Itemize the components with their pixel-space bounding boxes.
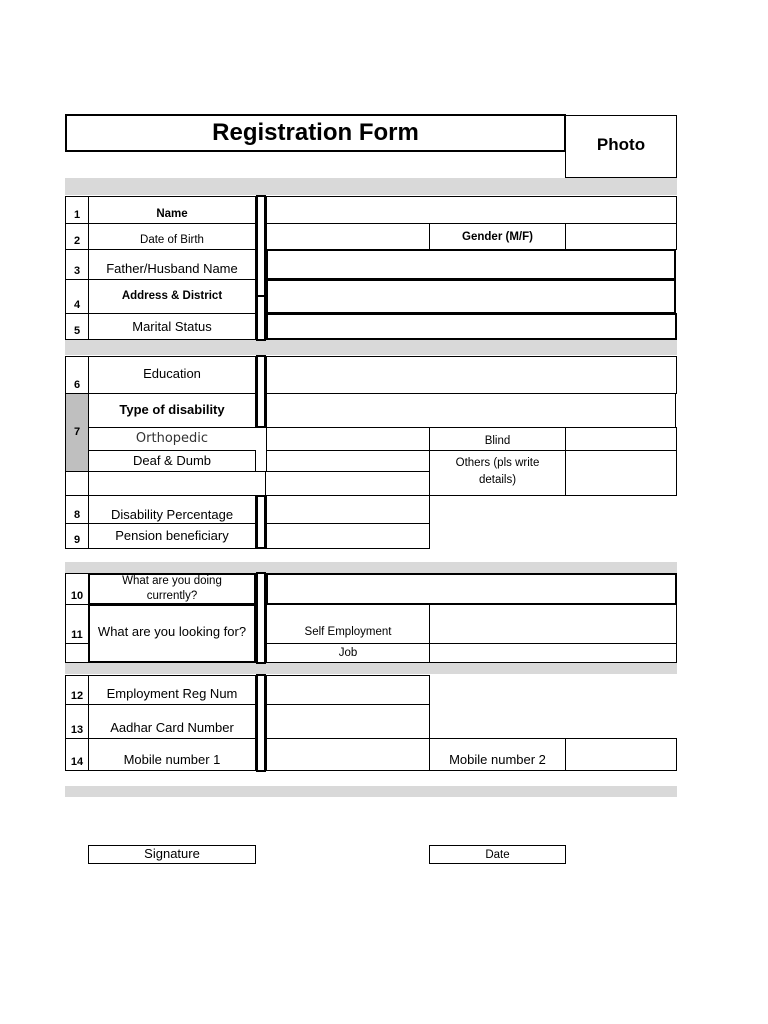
row-3-label: Father/Husband Name — [106, 260, 238, 276]
pension-beneficiary-field[interactable] — [266, 523, 430, 549]
divider-bar-2b — [256, 495, 266, 549]
row-2-number: 2 — [73, 235, 81, 247]
row-10-label: What are you doing currently? — [122, 575, 222, 602]
row-1-label: Name — [156, 208, 188, 220]
row-blank-label-cell — [88, 471, 266, 496]
gender-label: Gender (M/F) — [462, 230, 533, 243]
self-employment-label: Self Employment — [304, 626, 392, 638]
education-field[interactable] — [266, 356, 677, 394]
signature-label: Signature — [144, 846, 200, 861]
father-husband-name-field[interactable] — [266, 249, 676, 280]
row-8-number: 8 — [73, 509, 81, 521]
form-title: Registration Form — [212, 119, 419, 146]
row-5-number: 5 — [73, 325, 81, 337]
row-12-number: 12 — [70, 690, 84, 702]
mobile-number-1-field[interactable] — [266, 738, 430, 771]
row-14-label: Mobile number 1 — [123, 752, 221, 767]
orthopedic-field[interactable] — [266, 427, 430, 451]
row-9-label: Pension beneficiary — [115, 528, 229, 543]
row-2-label: Date of Birth — [140, 233, 204, 246]
date-label: Date — [485, 849, 510, 861]
orthopedic-label: Orthopedic — [135, 431, 209, 446]
separator-band-2 — [65, 340, 677, 355]
divider-notch-4 — [256, 295, 266, 297]
mobile-number-2-label: Mobile number 2 — [449, 752, 546, 767]
row-3-number: 3 — [73, 265, 81, 277]
row-4-label: Address & District — [121, 289, 223, 302]
doing-currently-field[interactable] — [266, 573, 677, 605]
row-9-number: 9 — [73, 534, 81, 546]
blind-label: Blind — [484, 435, 511, 447]
date-of-birth-field[interactable] — [266, 223, 430, 250]
row-11-label: What are you looking for? — [97, 624, 247, 639]
row-1-number: 1 — [73, 209, 81, 221]
row-13-label: Aadhar Card Number — [110, 720, 234, 735]
divider-bar-2a — [256, 355, 266, 428]
others-label: Others (pls write details) — [455, 457, 540, 486]
row-11b-number-cell — [65, 643, 89, 663]
row-7-number: 7 — [73, 426, 81, 438]
separator-band-3 — [65, 562, 677, 573]
self-employment-field[interactable] — [429, 604, 677, 644]
row-7-label: Type of disability — [119, 402, 225, 417]
row-6-number: 6 — [73, 379, 81, 391]
row-14-number: 14 — [70, 756, 84, 768]
gender-field[interactable] — [565, 223, 677, 250]
type-of-disability-field[interactable] — [266, 393, 676, 428]
row-12-label: Employment Reg Num — [106, 686, 238, 701]
name-field[interactable] — [266, 196, 677, 224]
row-4-number: 4 — [73, 299, 81, 311]
separator-band-4 — [65, 663, 677, 674]
address-district-field[interactable] — [266, 279, 676, 314]
aadhar-card-number-field[interactable] — [266, 704, 430, 739]
divider-bar-4 — [256, 674, 266, 772]
row-blank-number-cell — [65, 471, 89, 496]
deaf-dumb-label: Deaf & Dumb — [132, 453, 212, 468]
separator-band-1 — [65, 178, 677, 195]
mobile-number-2-field[interactable] — [565, 738, 677, 771]
others-field[interactable] — [565, 450, 677, 496]
blind-field[interactable] — [565, 427, 677, 451]
job-label: Job — [338, 647, 358, 659]
row-8-label: Disability Percentage — [110, 506, 234, 522]
disability-percentage-field[interactable] — [266, 495, 430, 524]
row-11-number: 11 — [71, 629, 83, 641]
row-13-number: 13 — [70, 724, 84, 736]
deaf-dumb-field[interactable] — [266, 450, 430, 472]
marital-status-field[interactable] — [266, 313, 677, 340]
row-6-label: Education — [143, 366, 201, 381]
row-5-label: Marital Status — [132, 318, 212, 334]
separator-band-5 — [65, 786, 677, 797]
job-field[interactable] — [429, 643, 677, 663]
employment-reg-num-field[interactable] — [266, 675, 430, 705]
divider-bar-3 — [256, 572, 266, 664]
divider-bar-1 — [256, 195, 266, 341]
photo-label: Photo — [596, 135, 646, 154]
row-10-number: 10 — [70, 590, 84, 602]
